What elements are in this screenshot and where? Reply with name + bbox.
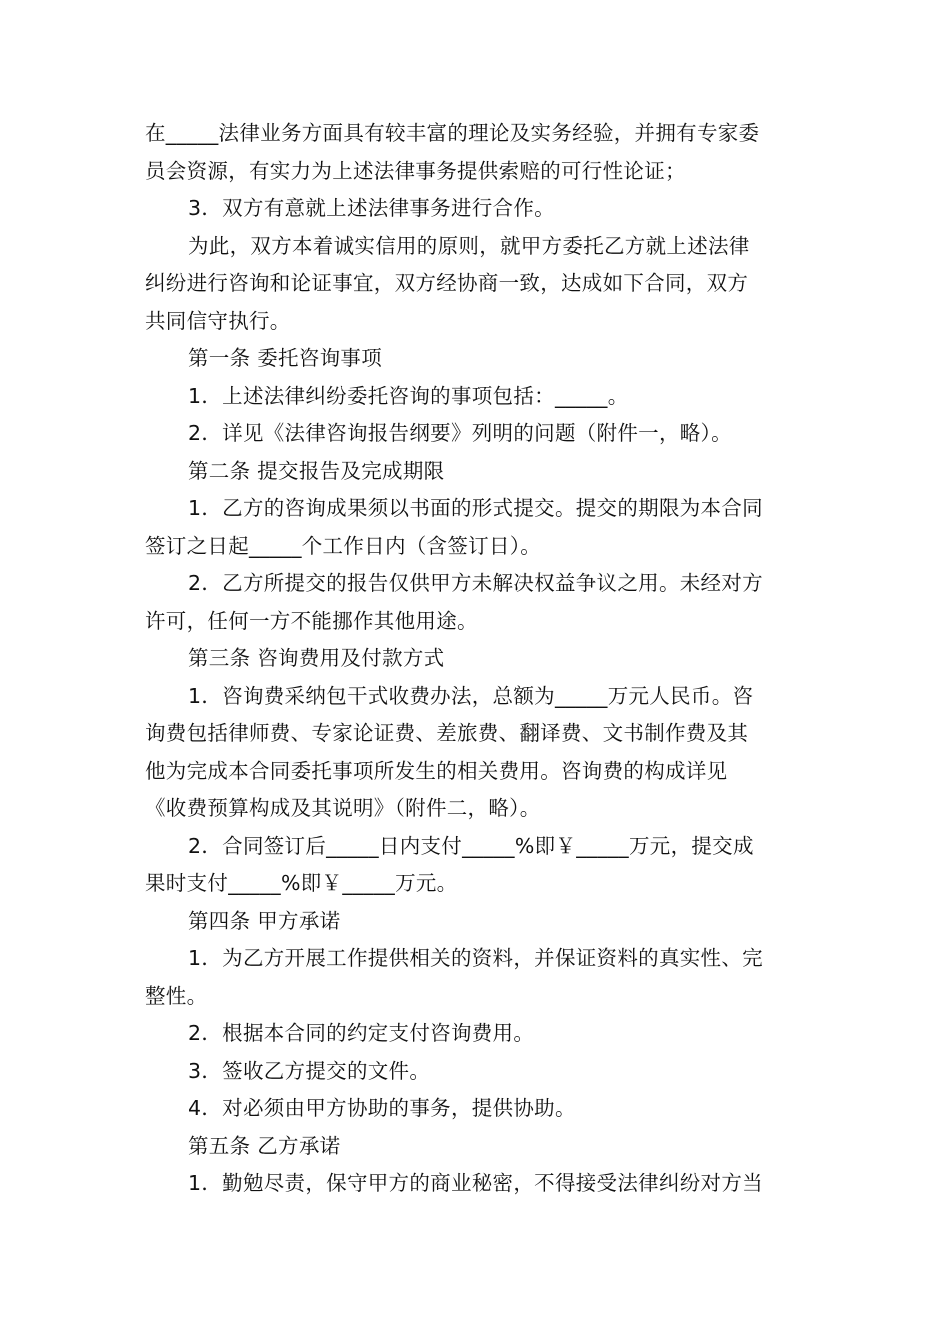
body-line: 2．详见《法律咨询报告纲要》列明的问题（附件一，略）。 [188, 421, 732, 445]
body-line: 《收费预算构成及其说明》（附件二，略）。 [145, 796, 541, 820]
body-line: 整性。 [145, 983, 208, 1008]
body-line: 在_____法律业务方面具有较丰富的理论及实务经验，并拥有专家委 [145, 121, 760, 145]
body-line: 4．对必须由甲方协助的事务，提供协助。 [188, 1096, 576, 1120]
body-line: 1．乙方的咨询成果须以书面的形式提交。提交的期限为本合同 [188, 496, 763, 520]
body-line: 询费包括律师费、专家论证费、差旅费、翻译费、文书制作费及其 [145, 721, 749, 745]
article-heading: 第五条 乙方承诺 [188, 1133, 341, 1158]
body-line: 1．为乙方开展工作提供相关的资料，并保证资料的真实性、完 [188, 946, 763, 970]
body-line: 1．上述法律纠纷委托咨询的事项包括：_____。 [188, 383, 629, 408]
body-line: 果时支付_____%即￥_____万元。 [145, 871, 458, 895]
body-line: 许可，任何一方不能挪作其他用途。 [145, 608, 478, 633]
body-line: 1．勤勉尽责，保守甲方的商业秘密，不得接受法律纠纷对方当 [188, 1171, 763, 1195]
body-line: 1．咨询费采纳包干式收费办法，总额为_____万元人民币。咨 [188, 683, 754, 708]
body-line: 3．双方有意就上述法律事务进行合作。 [188, 196, 555, 220]
article-heading: 第一条 委托咨询事项 [188, 346, 383, 370]
article-heading: 第二条 提交报告及完成期限 [188, 458, 445, 483]
article-heading: 第三条 咨询费用及付款方式 [188, 646, 445, 670]
body-line: 他为完成本合同委托事项所发生的相关费用。咨询费的构成详见 [145, 758, 728, 783]
article-heading: 第四条 甲方承诺 [188, 908, 341, 933]
body-line: 3．签收乙方提交的文件。 [188, 1058, 431, 1083]
body-line: 员会资源，有实力为上述法律事务提供索赔的可行性论证； [145, 158, 686, 183]
body-line: 共同信守执行。 [145, 308, 291, 333]
body-line: 为此，双方本着诚实信用的原则，就甲方委托乙方就上述法律 [188, 233, 750, 258]
document-page [145, 115, 810, 1203]
body-line: 签订之日起_____个工作日内（含签订日）。 [145, 533, 542, 558]
body-line: 2．乙方所提交的报告仅供甲方未解决权益争议之用。未经对方 [188, 571, 763, 595]
body-line: 纠纷进行咨询和论证事宜，双方经协商一致，达成如下合同，双方 [145, 271, 749, 295]
body-line: 2．根据本合同的约定支付咨询费用。 [188, 1021, 535, 1045]
body-line: 2．合同签订后_____日内支付_____%即￥_____万元，提交成 [188, 833, 754, 858]
